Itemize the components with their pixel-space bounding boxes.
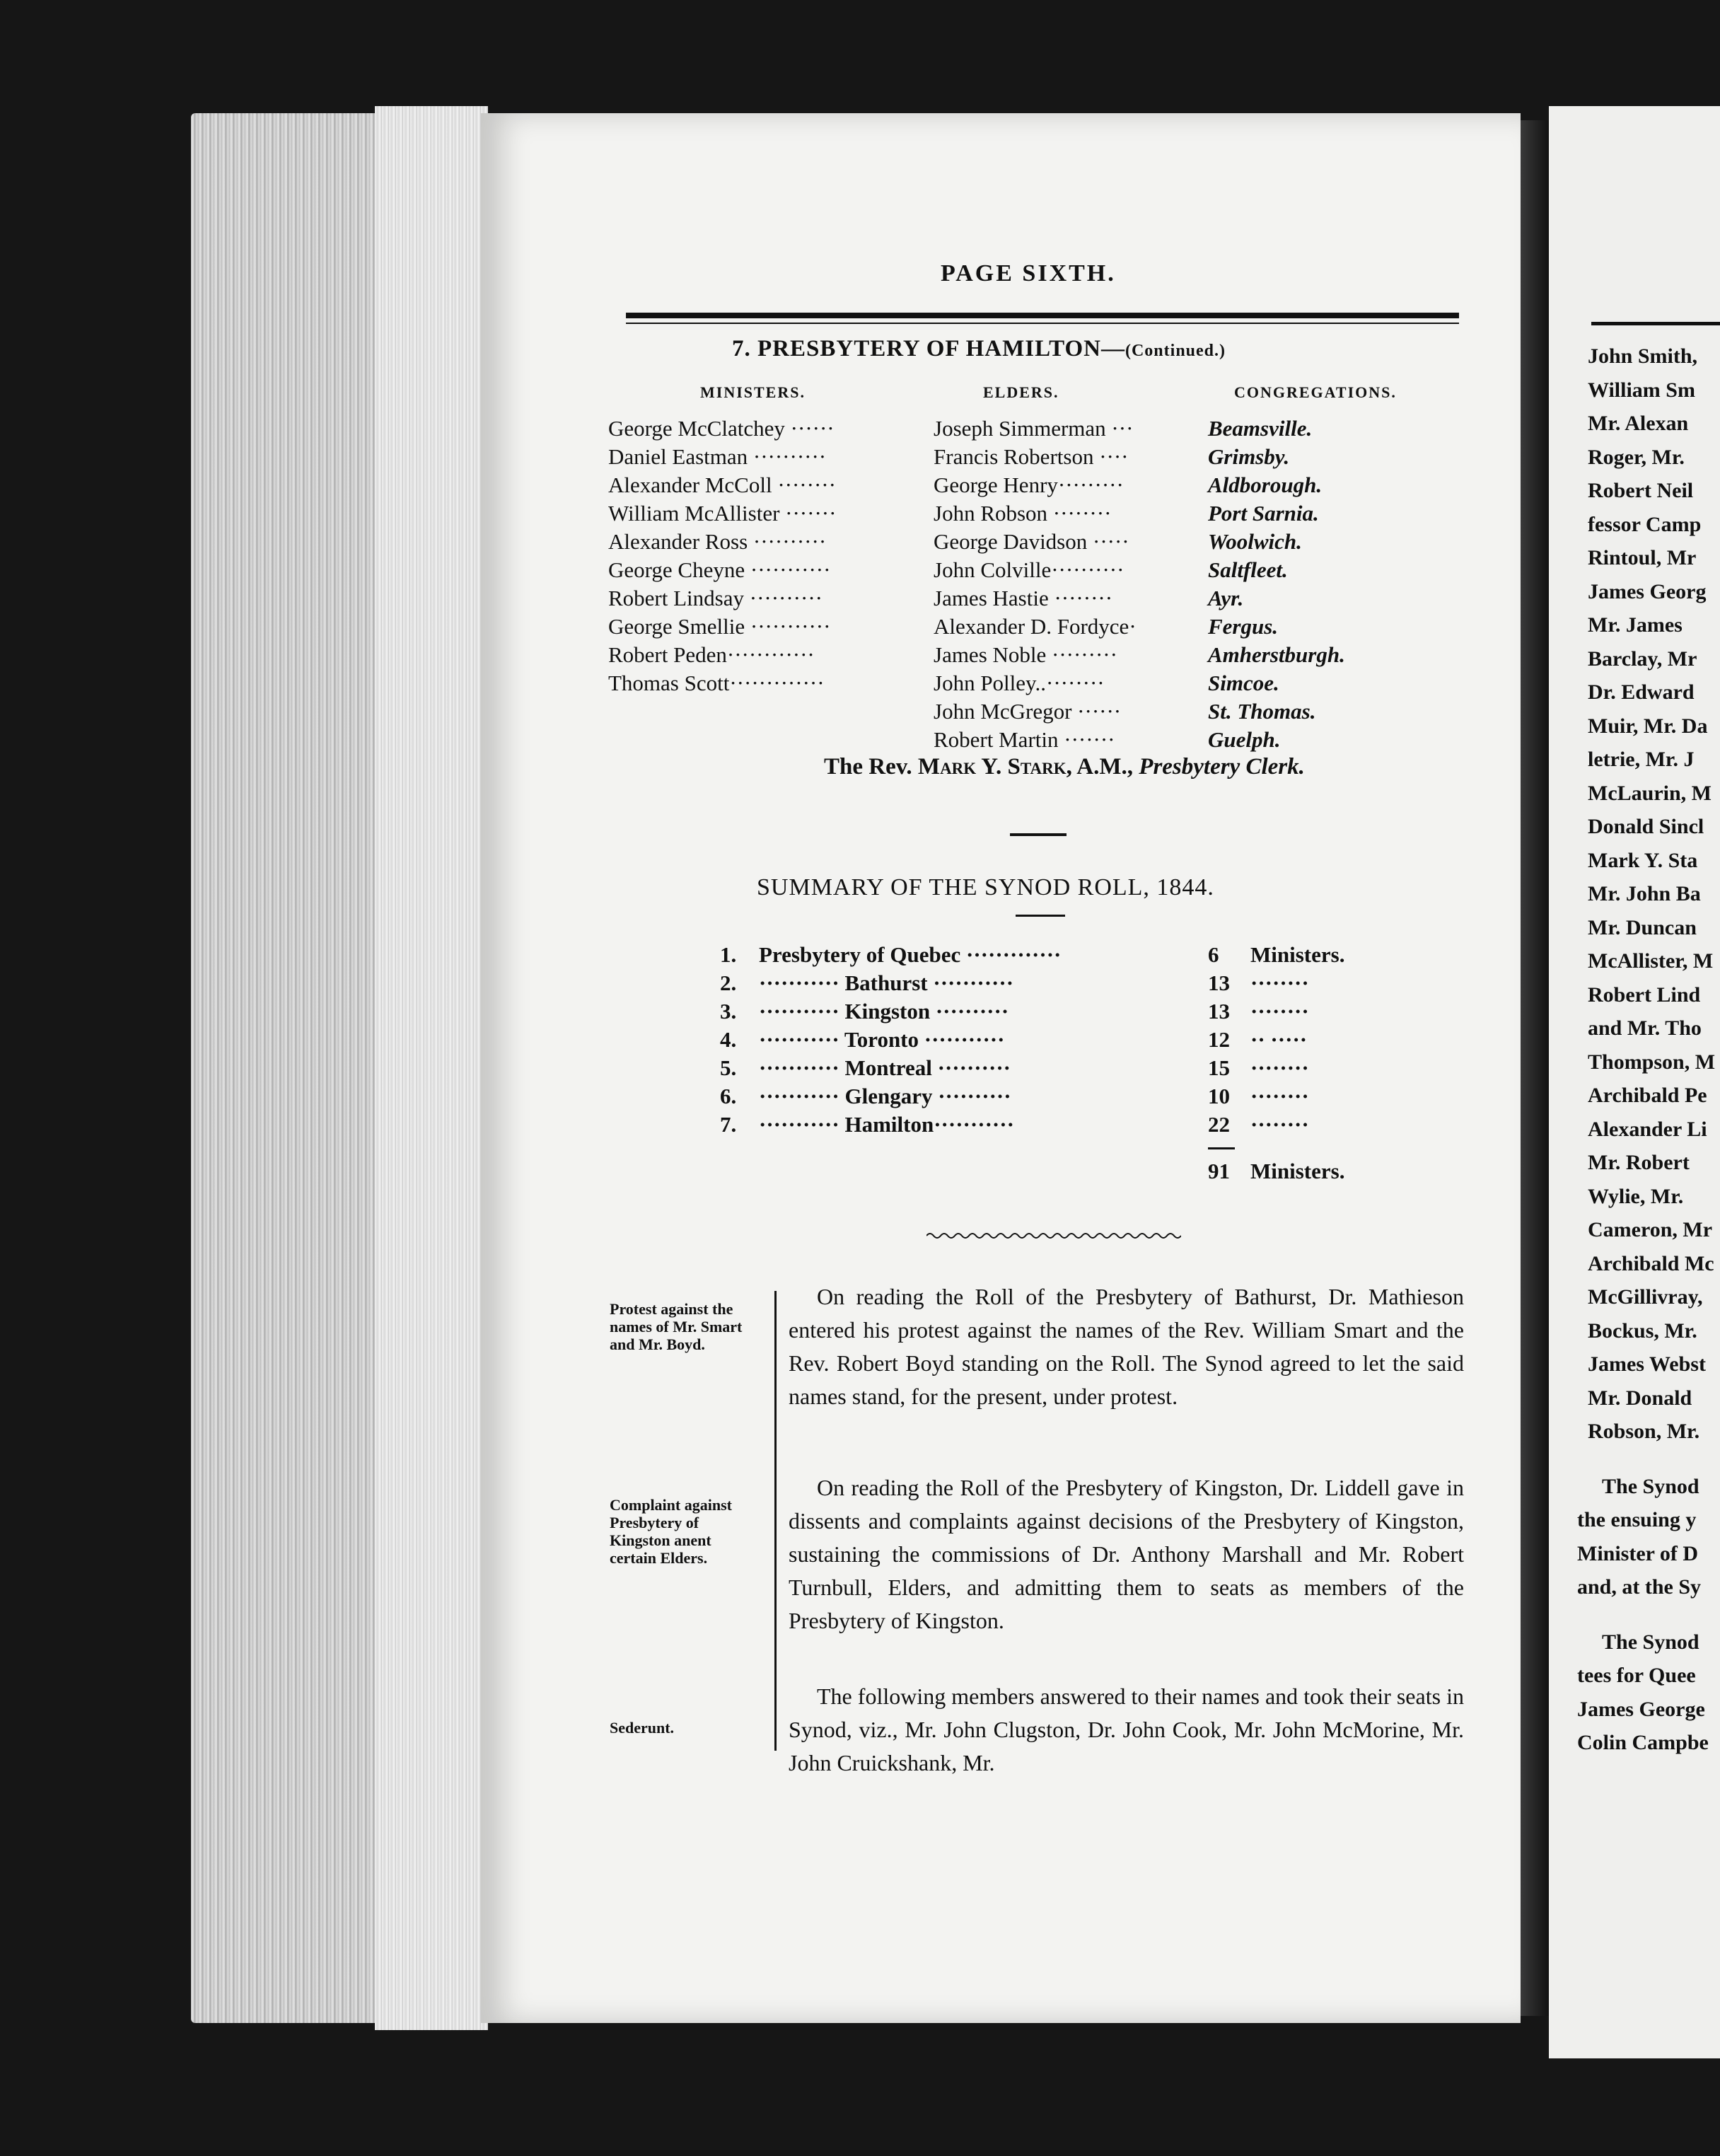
congregation-name: Fergus. xyxy=(1208,614,1279,639)
summary-presbytery: ··········· Kingston ·········· xyxy=(759,999,1009,1024)
right-page-line: Mr. Robert xyxy=(1588,1151,1690,1174)
elder-name: Robert Martin ······· xyxy=(934,727,1115,752)
summary-tail: ········ xyxy=(1250,1112,1309,1137)
summary-presbytery: ··········· Montreal ·········· xyxy=(759,1055,1011,1080)
summary-count: 13 xyxy=(1208,999,1230,1024)
elder-name: Joseph Simmerman ··· xyxy=(934,416,1134,441)
summary-num: 4. xyxy=(720,1027,737,1052)
right-page-line: Mr. John Ba xyxy=(1588,882,1701,905)
elder-name: Francis Robertson ···· xyxy=(934,444,1129,469)
congregation-name: Guelph. xyxy=(1208,727,1281,752)
right-page-line: McGillivray, xyxy=(1588,1285,1703,1309)
sidenote-sederunt: Sederunt. xyxy=(610,1719,675,1737)
right-page-line: tees for Quee xyxy=(1577,1664,1696,1687)
right-page-line: Mr. Alexan xyxy=(1588,412,1689,435)
right-page-line: Wylie, Mr. xyxy=(1588,1184,1684,1208)
margin-rule xyxy=(774,1291,777,1751)
summary-num: 3. xyxy=(720,999,737,1024)
sidenote-complaint: Complaint against Presbytery of Kingston anent certain Elders. xyxy=(610,1496,732,1567)
right-page-rule xyxy=(1591,322,1720,325)
summary-tail: Ministers. xyxy=(1250,942,1345,967)
section-divider xyxy=(1010,833,1067,836)
minister-name: Daniel Eastman ·········· xyxy=(608,444,827,469)
right-page-line: McAllister, M xyxy=(1588,949,1714,973)
congregation-name: Amherstburgh. xyxy=(1208,642,1345,667)
clerk-role: Presbytery Clerk. xyxy=(1139,754,1305,779)
col-header-elders: ELDERS. xyxy=(983,383,1059,401)
right-page-line: James Georg xyxy=(1588,579,1707,603)
page-edges-inner xyxy=(375,106,488,2030)
summary-num: 6. xyxy=(720,1084,737,1108)
summary-presbytery: ··········· Toronto ··········· xyxy=(759,1027,1005,1052)
clerk-degree: , A.M., xyxy=(1066,754,1134,779)
minister-name: Robert Lindsay ·········· xyxy=(608,586,823,610)
right-page-line: James George xyxy=(1577,1697,1705,1721)
page-title: PAGE SIXTH. xyxy=(941,260,1116,286)
right-page-line: James Webst xyxy=(1588,1352,1706,1376)
summary-total: 91 xyxy=(1208,1159,1230,1183)
summary-count: 22 xyxy=(1208,1112,1230,1137)
elder-name: John Robson ········ xyxy=(934,501,1112,526)
congregation-name: Ayr. xyxy=(1208,586,1244,610)
summary-presbytery: ··········· Bathurst ··········· xyxy=(759,970,1014,995)
minister-name: Alexander Ross ·········· xyxy=(608,529,827,554)
right-page-line: Roger, Mr. xyxy=(1588,445,1685,469)
book-gutter xyxy=(1521,120,1552,2016)
right-page-line: Archibald Mc xyxy=(1588,1251,1714,1275)
right-page-line: Mr. Duncan xyxy=(1588,915,1697,939)
right-page-line: Mr. James xyxy=(1588,613,1683,637)
section-title-text: 7. PRESBYTERY OF HAMILTON— xyxy=(732,336,1125,361)
summary-title: SUMMARY OF THE SYNOD ROLL, 1844. xyxy=(757,874,1214,900)
paragraph-complaint xyxy=(789,1471,1464,1638)
minister-name: George McClatchey ······ xyxy=(608,416,835,441)
paragraph-text: On reading the Roll of the Presbytery of Kingston, Dr. Liddell gave in dissents and complaints against decisions of the Presbytery of Kingston, sustaining the commissions of Dr. Anthony Marshall and Mr. Robert Turnbull, Elders, and admitting them to seats as members of the Presbytery of Kingston. xyxy=(789,1475,1464,1633)
summary-count: 15 xyxy=(1208,1055,1230,1080)
paragraph-sederunt xyxy=(789,1680,1464,1780)
elder-name: James Noble ········· xyxy=(934,642,1117,667)
minister-name: Robert Peden············ xyxy=(608,642,815,667)
right-page-line: and Mr. Tho xyxy=(1588,1016,1702,1040)
right-page-line: McLaurin, M xyxy=(1588,781,1712,805)
summary-presbytery: ··········· Glengary ·········· xyxy=(759,1084,1011,1108)
right-page-line: Muir, Mr. Da xyxy=(1588,714,1708,738)
presbytery-clerk xyxy=(824,754,1305,780)
summary-num: 7. xyxy=(720,1112,737,1137)
right-page-line: letrie, Mr. J xyxy=(1588,748,1695,771)
right-page-line: Robson, Mr. xyxy=(1588,1420,1700,1443)
right-page-line: Archibald Pe xyxy=(1588,1084,1707,1107)
right-page-line: William Sm xyxy=(1588,378,1695,402)
congregation-name: Simcoe. xyxy=(1208,671,1279,695)
right-page-line: Dr. Edward xyxy=(1588,680,1695,704)
right-page-line: and, at the Sy xyxy=(1577,1575,1702,1599)
elder-name: Alexander D. Fordyce· xyxy=(934,614,1137,639)
summary-presbytery: Presbytery of Quebec ············· xyxy=(759,942,1062,967)
right-page-line: Robert Lind xyxy=(1588,983,1701,1007)
minister-name: Alexander McColl ········ xyxy=(608,473,836,497)
summary-tail: ········ xyxy=(1250,1084,1309,1108)
elder-name: James Hastie ········ xyxy=(934,586,1113,610)
congregation-name: Aldborough. xyxy=(1208,473,1323,497)
congregation-name: Woolwich. xyxy=(1208,529,1302,554)
elder-name: John McGregor ······ xyxy=(934,699,1122,724)
congregation-name: Saltfleet. xyxy=(1208,557,1288,582)
right-page-line: Minister of D xyxy=(1577,1541,1699,1565)
elder-name: George Henry········· xyxy=(934,473,1124,497)
right-page-line: fessor Camp xyxy=(1588,512,1702,536)
right-page-line: Barclay, Mr xyxy=(1588,647,1697,671)
summary-total-label: Ministers. xyxy=(1250,1159,1345,1183)
minister-name: George Smellie ··········· xyxy=(608,614,831,639)
right-page-line: The Synod xyxy=(1602,1630,1699,1654)
right-page-line: Donald Sincl xyxy=(1588,815,1704,838)
summary-count: 6 xyxy=(1208,942,1219,967)
paragraph-text: The following members answered to their names and took their seats in Synod, viz., Mr. John Clugston, Dr. John Cook, Mr. John McMorine, Mr. John Cruickshank, Mr. xyxy=(789,1683,1464,1775)
summary-num: 2. xyxy=(720,970,737,995)
summary-num: 1. xyxy=(720,942,737,967)
sidenote-protest: Protest against the names of Mr. Smart and Mr. Boyd. xyxy=(610,1300,743,1353)
congregation-name: Port Sarnia. xyxy=(1208,501,1319,526)
minister-name: William McAllister ······· xyxy=(608,501,837,526)
summary-presbytery: ··········· Hamilton··········· xyxy=(759,1112,1014,1137)
clerk-prefix: The Rev. xyxy=(824,754,912,779)
summary-tail: ········ xyxy=(1250,999,1309,1024)
right-page-line: Mr. Donald xyxy=(1588,1386,1692,1410)
summary-num: 5. xyxy=(720,1055,737,1080)
right-page-line: The Synod xyxy=(1602,1474,1699,1498)
summary-count: 10 xyxy=(1208,1084,1230,1108)
col-header-ministers: MINISTERS. xyxy=(700,383,806,401)
summary-divider xyxy=(1016,915,1065,917)
summary-tail: ········ xyxy=(1250,1055,1309,1080)
header-rule-thin xyxy=(626,323,1459,324)
clerk-name: Mark Y. Stark xyxy=(917,754,1067,779)
congregation-name: St. Thomas. xyxy=(1208,699,1316,724)
section-continued: (Continued.) xyxy=(1125,342,1226,360)
minister-name: George Cheyne ··········· xyxy=(608,557,831,582)
summary-tail: ·· ····· xyxy=(1250,1027,1308,1052)
right-page-line: Thompson, M xyxy=(1588,1050,1716,1074)
right-page-line: Rintoul, Mr xyxy=(1588,546,1697,569)
summary-count: 12 xyxy=(1208,1027,1230,1052)
right-page-line: Mark Y. Sta xyxy=(1588,848,1698,872)
summary-tail: ········ xyxy=(1250,970,1309,995)
section-title xyxy=(732,336,1226,362)
right-page-line: John Smith, xyxy=(1588,344,1698,368)
right-page-line: Robert Neil xyxy=(1588,479,1694,502)
header-rule xyxy=(626,313,1459,318)
elder-name: George Davidson ····· xyxy=(934,529,1129,554)
paragraph-protest xyxy=(789,1280,1464,1413)
right-page-line: Cameron, Mr xyxy=(1588,1218,1713,1241)
right-page-line: Bockus, Mr. xyxy=(1588,1318,1697,1343)
right-page-line: Alexander Li xyxy=(1588,1117,1707,1141)
elder-name: John Colville·········· xyxy=(934,557,1125,582)
right-page-line: the ensuing y xyxy=(1577,1508,1697,1531)
wavy-divider xyxy=(926,1231,1181,1241)
minister-name: Thomas Scott············· xyxy=(608,671,825,695)
congregation-name: Beamsville. xyxy=(1208,416,1313,441)
right-page-line: Colin Campbe xyxy=(1577,1731,1709,1754)
total-rule xyxy=(1208,1147,1235,1149)
paragraph-text: On reading the Roll of the Presbytery of Bathurst, Dr. Mathieson entered his protest against the names of the Rev. William Smart and the Rev. Robert Boyd standing on the Roll. The Synod agreed to let the said names stand, for the present, under protest. xyxy=(789,1284,1464,1409)
col-header-congregations: CONGREGATIONS. xyxy=(1234,383,1397,401)
summary-count: 13 xyxy=(1208,970,1230,995)
congregation-name: Grimsby. xyxy=(1208,444,1290,469)
elder-name: John Polley..········ xyxy=(934,671,1105,695)
